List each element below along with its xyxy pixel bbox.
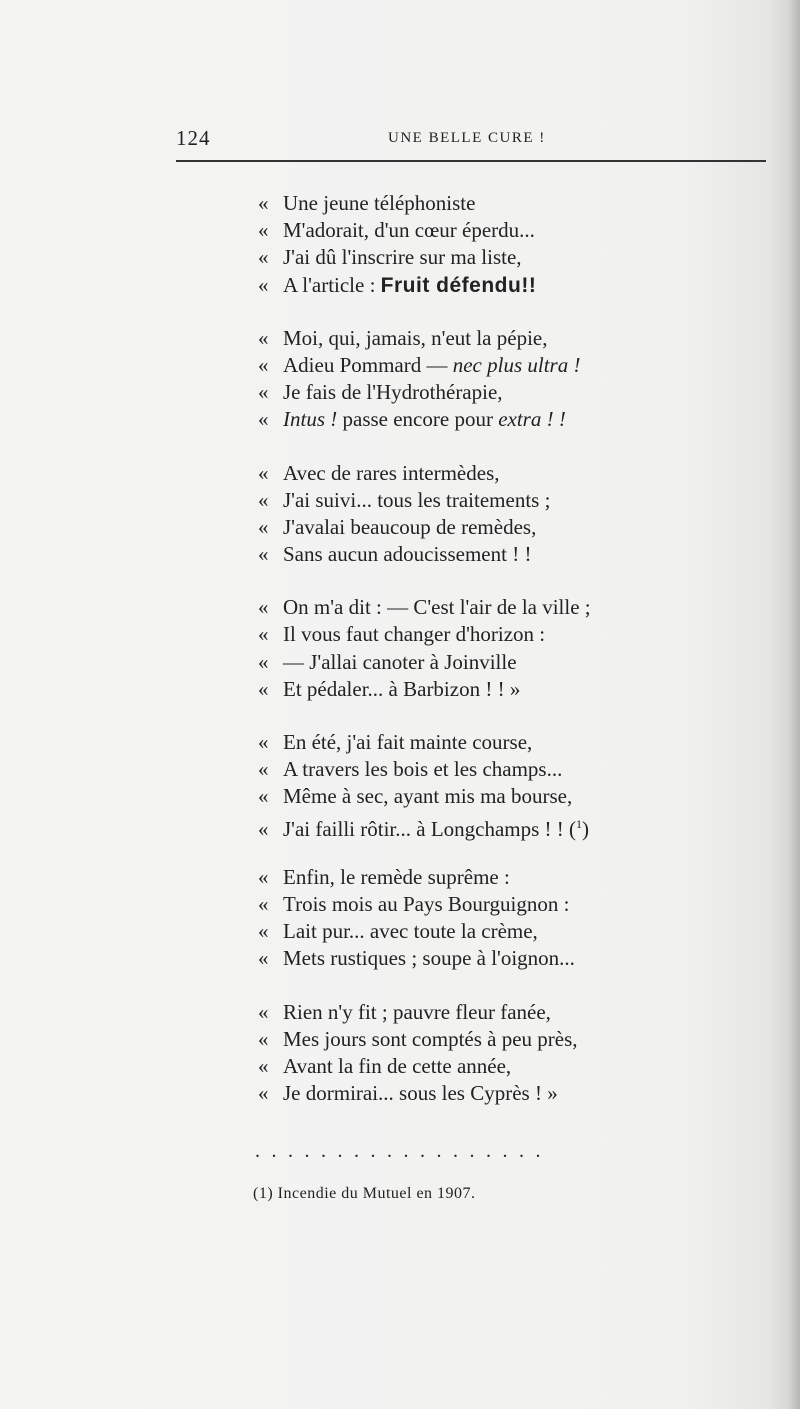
verse-text: Même à sec, ayant mis ma bourse,: [283, 784, 573, 809]
quote-mark: «: [258, 864, 269, 889]
verse-text: M'adorait, d'un cœur éperdu...: [283, 218, 535, 243]
verse-line: [258, 594, 698, 621]
quote-mark: «: [258, 622, 269, 647]
quote-mark: «: [258, 191, 269, 215]
quote-mark: «: [258, 816, 269, 841]
verse-line: [258, 999, 698, 1026]
verse-line: [258, 190, 698, 217]
verse-text: Avant la fin de cette année,: [283, 1053, 512, 1078]
verse-text: ): [582, 816, 590, 841]
verse-line: [258, 325, 698, 352]
verse-text: Rien n'y fit ; pauvre fleur fanée,: [283, 999, 551, 1024]
ellipsis-row: ..................: [255, 1140, 552, 1162]
verse-text: Et pédaler... à Barbizon ! ! »: [283, 676, 521, 701]
stanza: [258, 460, 698, 569]
verse-line: [258, 460, 698, 487]
stanza: [258, 999, 698, 1108]
verse-text: extra ! !: [498, 407, 566, 432]
quote-mark: «: [258, 649, 269, 674]
verse-line: [258, 217, 698, 244]
quote-mark: «: [258, 595, 269, 620]
verse-text: On m'a dit : — C'est l'air de la ville ;: [283, 595, 591, 620]
verse-text: J'ai suivi... tous les traitements ;: [283, 487, 551, 512]
quote-mark: «: [258, 407, 269, 432]
quote-mark: «: [258, 784, 269, 809]
verse-line: [258, 514, 698, 541]
quote-mark: «: [258, 1053, 269, 1078]
quote-mark: «: [258, 676, 269, 701]
verse-text: Mes jours sont comptés à peu près,: [283, 1026, 578, 1051]
verse-text: Lait pur... avec toute la crème,: [283, 919, 538, 944]
verse-text: Enfin, le remède suprême :: [283, 864, 510, 889]
verse-text: A l'article :: [283, 272, 381, 297]
verse-text: A travers les bois et les champs...: [283, 757, 563, 782]
quote-mark: «: [258, 999, 269, 1024]
verse-line: [258, 918, 698, 945]
quote-mark: «: [258, 487, 269, 512]
verse-line: [258, 1053, 698, 1080]
verse-text: En été, j'ai fait mainte course,: [283, 730, 533, 754]
quote-mark: «: [258, 757, 269, 782]
verse-line: [258, 891, 698, 918]
quote-mark: «: [258, 946, 269, 971]
verse-text: Il vous faut changer d'horizon :: [283, 622, 546, 647]
stanza: [258, 190, 698, 299]
verse-text: J'ai failli rôtir... à Longchamps ! ! (: [283, 816, 577, 841]
verse-line: [258, 379, 698, 406]
page-header: [176, 126, 766, 158]
verse-text: — J'allai canoter à Joinville: [283, 649, 517, 674]
verse-text: Une jeune téléphoniste: [283, 191, 476, 215]
verse-line: [258, 945, 698, 972]
verse-text: Fruit défendu!!: [380, 273, 537, 297]
verse-line: [258, 621, 698, 648]
verse-text: Moi, qui, jamais, n'eut la pépie,: [283, 325, 548, 350]
quote-mark: «: [258, 542, 269, 567]
verse-text: Adieu Pommard —: [283, 352, 453, 377]
verse-text: Sans aucun adoucissement ! !: [283, 542, 532, 567]
verse-text: J'avalai beaucoup de remèdes,: [283, 514, 537, 539]
verse-line: [258, 811, 698, 841]
page-edge-shadow: [788, 0, 800, 1409]
quote-mark: «: [258, 919, 269, 944]
verse-line: [258, 649, 698, 676]
verse-text: Trois mois au Pays Bourguignon :: [283, 891, 570, 916]
stanza: [258, 325, 698, 434]
verse-line: [258, 272, 698, 299]
quote-mark: «: [258, 218, 269, 243]
quote-mark: «: [258, 1026, 269, 1051]
quote-mark: «: [258, 325, 269, 350]
quote-mark: «: [258, 730, 269, 754]
verse-text: nec plus ultra !: [452, 352, 581, 377]
verse-line: [258, 1026, 698, 1053]
verse-text: Je fais de l'Hydrothérapie,: [283, 380, 503, 405]
verse-line: [258, 406, 698, 433]
header-rule: [176, 160, 766, 162]
quote-mark: «: [258, 514, 269, 539]
quote-mark: «: [258, 891, 269, 916]
verse-line: [258, 487, 698, 514]
page-number: 124: [176, 126, 211, 150]
quote-mark: «: [258, 460, 269, 485]
stanza: [258, 864, 698, 973]
quote-mark: «: [258, 1081, 269, 1106]
verse-text: J'ai dû l'inscrire sur ma liste,: [283, 245, 522, 270]
verse-line: [258, 352, 698, 379]
verse-line: [258, 676, 698, 703]
verse-text: Mets rustiques ; soupe à l'oignon...: [283, 946, 575, 971]
poem-body: [258, 190, 698, 1133]
footnote-marker: 1: [576, 816, 583, 831]
verse-text: Avec de rares intermèdes,: [283, 460, 500, 485]
verse-line: [258, 1080, 698, 1107]
verse-text: passe encore pour: [337, 407, 499, 432]
verse-text: Je dormirai... sous les Cyprès ! »: [283, 1081, 558, 1106]
verse-line: [258, 541, 698, 568]
stanza: [258, 729, 698, 841]
footnote: (1) Incendie du Mutuel en 1907.: [253, 1185, 476, 1202]
quote-mark: «: [258, 380, 269, 405]
quote-mark: «: [258, 245, 269, 270]
running-title: UNE BELLE CURE !: [388, 130, 546, 146]
quote-mark: «: [258, 272, 269, 297]
verse-text: Intus !: [283, 407, 338, 432]
verse-line: [258, 783, 698, 810]
verse-line: [258, 729, 698, 756]
stanza: [258, 594, 698, 703]
verse-line: [258, 244, 698, 271]
quote-mark: «: [258, 352, 269, 377]
verse-line: [258, 864, 698, 891]
verse-line: [258, 756, 698, 783]
